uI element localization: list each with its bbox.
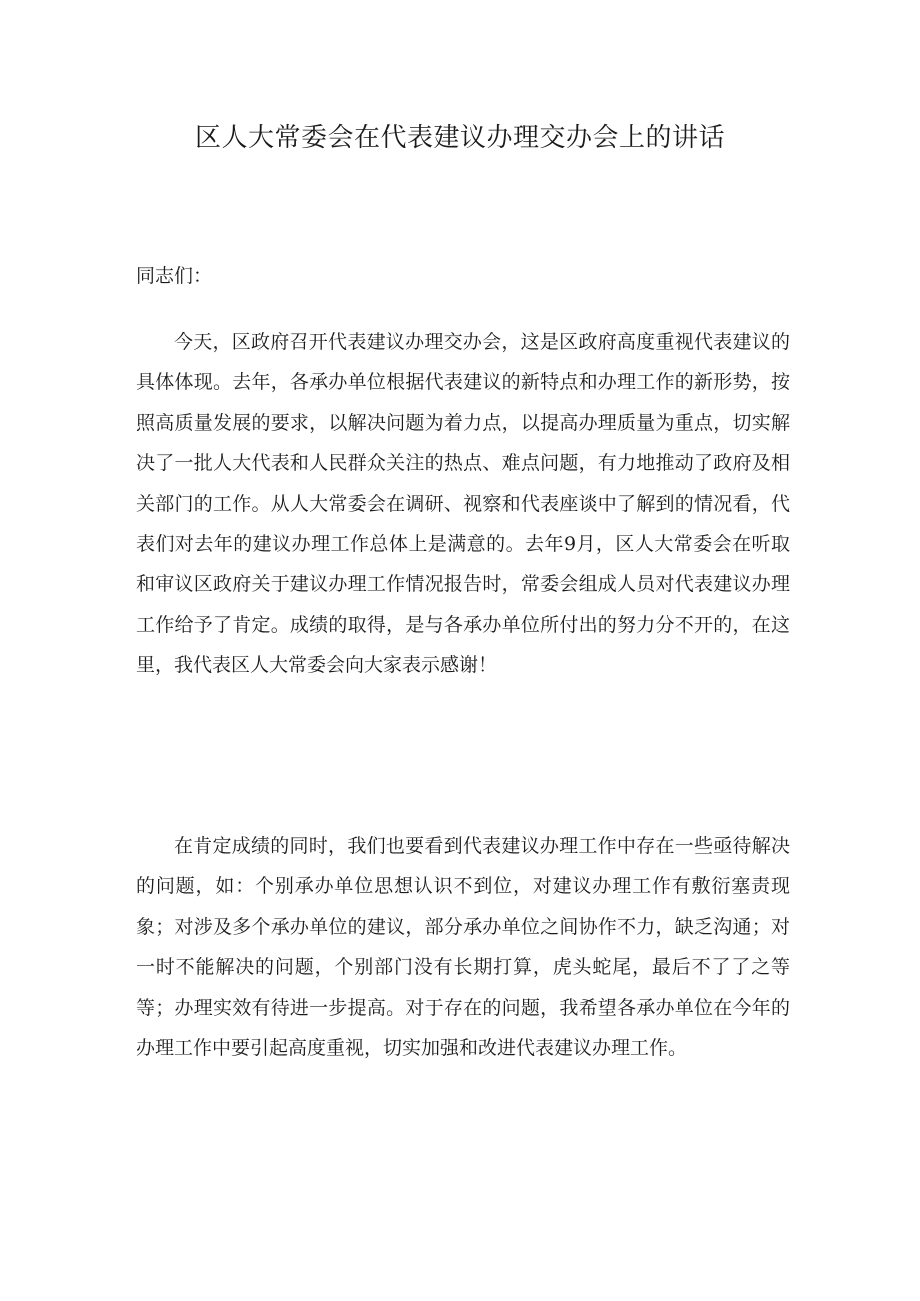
salutation: 同志们： <box>136 265 213 287</box>
body-paragraph-1: 今天，区政府召开代表建议办理交办会，这是区政府高度重视代表建议的具体体现。去年，各承办单位根据代表建议的新特点和办理工作的新形势，按照高质量发展的要求，以解决问题为着力点，以提高办理质量为重点，切实解决了一批人大代表和人民群众关注的热点、难点问题，有力地推动了政府及相关部门的工作。从人大常委会在调研、视察和代表座谈中了解到的情况看，代表们对去年的建议办理工作总体上是满意的。去年9月，区人大常委会在听取和审议区政府关于建议办理工作情况报告时，常委会组成人员对代表建议办理工作给予了肯定。成绩的取得，是与各承办单位所付出的努力分不开的，在这里，我代表区人大常委会向大家表示感谢！ <box>136 331 790 677</box>
document-title: 区人大常委会在代表建议办理交办会上的讲话 <box>194 123 725 153</box>
body-paragraph-2: 在肯定成绩的同时，我们也要看到代表建议办理工作中存在一些亟待解决的问题，如：个别承办单位思想认识不到位，对建议办理工作有敷衍塞责现象；对涉及多个承办单位的建议，部分承办单位之间协作不力，缺乏沟通；对一时不能解决的问题，个别部门没有长期打算，虎头蛇尾，最后不了了之等等；办理实效有待进一步提高。对于存在的问题，我希望各承办单位在今年的办理工作中要引起高度重视，切实加强和改进代表建议办理工作。 <box>136 835 790 1060</box>
